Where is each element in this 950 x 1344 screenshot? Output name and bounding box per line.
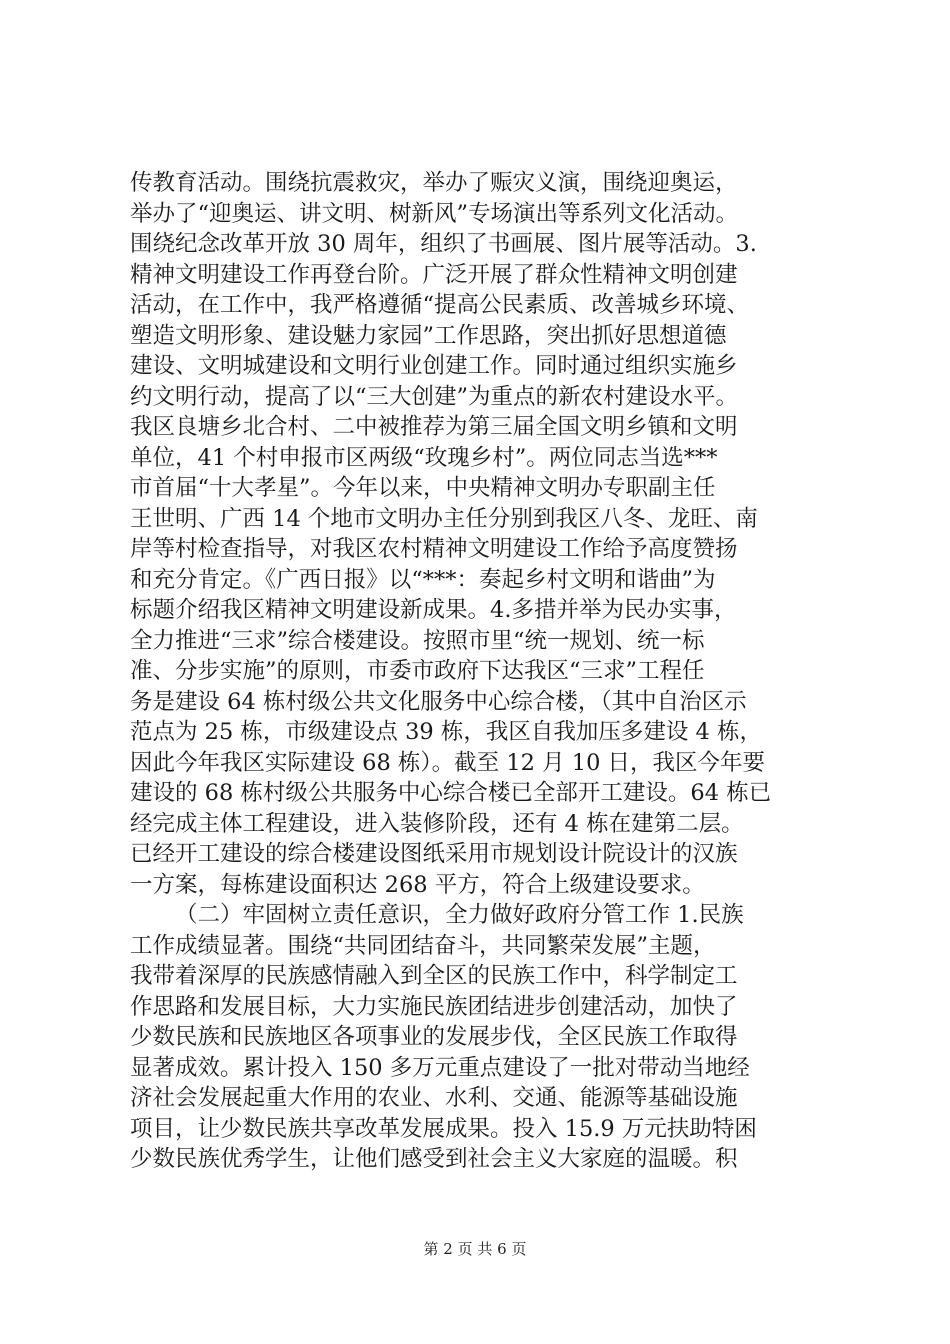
text-line: 岸等村检查指导，对我区农村精神文明建设工作给予高度赞扬 bbox=[130, 536, 738, 562]
text-line: 和充分肯定。《广西日报》以“***：奏起乡村文明和谐曲”为 bbox=[130, 566, 716, 593]
text-line: 单位，41 个村申报市区两级“玫瑰乡村”。两位同志当选*** bbox=[130, 444, 718, 471]
text-line: 范点为 25 栋，市级建设点 39 栋，我区自我加压多建设 4 栋， bbox=[130, 719, 762, 745]
text-line: 举办了“迎奥运、讲文明、树新风”专场演出等系列文化活动。 bbox=[130, 200, 739, 227]
text-line: 因此今年我区实际建设 68 栋）。截至 12 月 10 日，我区今年要 bbox=[130, 749, 766, 776]
text-line: （二）牢固树立责任意识，全力做好政府分管工作 1.民族 bbox=[175, 902, 744, 928]
text-line: 务是建设 64 栋村级公共文化服务中心综合楼，（其中自治区示 bbox=[130, 688, 747, 715]
text-line: 济社会发展起重大作用的农业、水利、交通、能源等基础设施 bbox=[130, 1085, 738, 1111]
text-line: 经完成主体工程建设，进入装修阶段，还有 4 栋在建第二层。 bbox=[130, 810, 744, 837]
text-line: 我带着深厚的民族感情融入到全区的民族工作中，科学制定工 bbox=[130, 963, 738, 989]
text-line: 传教育活动。围绕抗震救灾，举办了赈灾义演，围绕迎奥运， bbox=[130, 170, 738, 196]
text-line: 准、分步实施”的原则，市委市政府下达我区“三求”工程任 bbox=[130, 658, 705, 684]
text-line: 显著成效。累计投入 150 多万元重点建设了一批对带动当地经 bbox=[130, 1054, 750, 1081]
text-line: 项目，让少数民族共享改革发展成果。投入 15.9 万元扶助特困 bbox=[130, 1115, 757, 1142]
text-line: 塑造文明形象、建设魅力家园”工作思路，突出抓好思想道德 bbox=[130, 322, 727, 349]
text-line: 少数民族优秀学生，让他们感受到社会主义大家庭的温暖。积 bbox=[130, 1146, 738, 1172]
text-line: 王世明、广西 14 个地市文明办主任分别到我区八冬、龙旺、南 bbox=[130, 505, 758, 532]
text-line: 建设的 68 栋村级公共服务中心综合楼已全部开工建设。64 栋已 bbox=[130, 780, 772, 806]
text-line: 约文明行动，提高了以“三大创建”为重点的新农村建设水平。 bbox=[130, 383, 739, 410]
text-line: 标题介绍我区精神文明建设新成果。4.多措并举为民办实事， bbox=[130, 597, 737, 623]
text-line: 精神文明建设工作再登台阶。广泛开展了群众性精神文明创建 bbox=[130, 261, 738, 288]
text-line: 工作成绩显著。围绕“共同团结奋斗，共同繁荣发展”主题， bbox=[130, 932, 716, 959]
text-line: 已经开工建设的综合楼建设图纸采用市规划设计院设计的汉族 bbox=[130, 841, 738, 867]
text-line: 作思路和发展目标，大力实施民族团结进步创建活动，加快了 bbox=[130, 993, 738, 1020]
text-line: 市首届“十大孝星”。今年以来，中央精神文明办专职副主任 bbox=[130, 475, 716, 501]
text-line: 一方案，每栋建设面积达 268 平方，符合上级建设要求。 bbox=[130, 871, 705, 898]
text-line: 围绕纪念改革开放 30 周年，组织了书画展、图片展等活动。3. bbox=[130, 231, 757, 257]
text-line: 全力推进“三求”综合楼建设。按照市里“统一规划、统一标 bbox=[130, 627, 705, 654]
body-text bbox=[130, 168, 830, 1175]
page-number-footer: 第 2 页 共 6 页 bbox=[423, 1240, 527, 1258]
text-line: 活动，在工作中，我严格遵循“提高公民素质、改善城乡环境、 bbox=[130, 292, 750, 318]
text-line: 我区良塘乡北合村、二中被推荐为第三届全国文明乡镇和文明 bbox=[130, 414, 738, 440]
text-line: 少数民族和民族地区各项事业的发展步伐，全区民族工作取得 bbox=[130, 1024, 738, 1050]
text-line: 建设、文明城建设和文明行业创建工作。同时通过组织实施乡 bbox=[130, 353, 738, 379]
